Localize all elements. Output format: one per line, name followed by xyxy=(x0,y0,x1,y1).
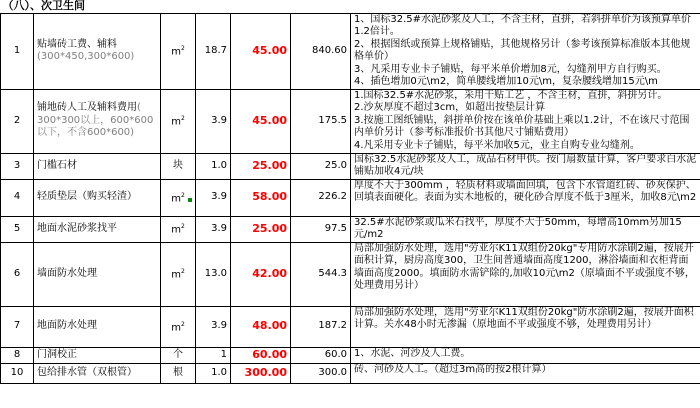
item-spec: (300*450,300*600) xyxy=(37,51,135,62)
line-total: 226.2 xyxy=(291,179,351,216)
table-row xyxy=(1,306,700,347)
unit-cell xyxy=(161,306,196,347)
unit-superscript: 2 xyxy=(180,223,185,231)
item-name: 地面水泥砂浆找平 xyxy=(37,222,117,234)
unit-cell xyxy=(161,363,196,383)
description-line: 32.5#水泥砂浆或瓜米石找平，厚度不大于50mm，每增高10mm另加15元/m2 xyxy=(354,216,682,240)
item-name-cell xyxy=(34,179,161,216)
item-name-cell xyxy=(34,306,161,347)
description-cell xyxy=(351,306,700,347)
quantity: 3.9 xyxy=(196,216,231,242)
unit-cell xyxy=(161,347,196,363)
item-name-cell xyxy=(34,347,161,363)
table-row xyxy=(1,13,700,89)
item-name-cell xyxy=(34,242,161,306)
item-name: 贴墙砖工费、辅料 xyxy=(37,38,117,50)
unit: 块 xyxy=(173,159,183,171)
description-cell xyxy=(351,89,700,153)
unit-price: 48.00 xyxy=(231,306,291,347)
description-line: 4、插色增加0元\m2，简单腰线增加10元\m，复杂腰线增加15元\m xyxy=(354,76,658,87)
table-row xyxy=(1,179,700,216)
unit-price: 45.00 xyxy=(231,13,291,89)
table-row xyxy=(1,216,700,242)
unit-price: 25.00 xyxy=(231,153,291,179)
row-number: 5 xyxy=(1,216,34,242)
unit-superscript: 2 xyxy=(180,268,185,276)
line-total: 840.60 xyxy=(291,13,351,89)
description-cell xyxy=(351,216,700,242)
description-cell xyxy=(351,347,700,363)
row-number: 1 xyxy=(1,13,34,89)
description-cell xyxy=(351,179,700,216)
line-total: 25.0 xyxy=(291,153,351,179)
unit-cell xyxy=(161,89,196,153)
item-name-cell xyxy=(34,216,161,242)
description-line: 4.凡采用专业卡子铺贴，每平米加收5元，业主自购专业勾缝剂。 xyxy=(354,139,640,151)
description-cell xyxy=(351,153,700,179)
quantity: 3.9 xyxy=(196,89,231,153)
description-line: 1、国标32.5#水泥砂浆及人工，不含主材，直拼，若斜拼单价为该预算单价1.2倍计。 xyxy=(354,13,692,37)
description-line: 1.国标32.5#水泥砂浆，采用干贴工艺 ，不含主材，直拼，斜拼另计。 xyxy=(354,89,668,101)
item-name-cell xyxy=(34,153,161,179)
item-name: 门洞校正 xyxy=(37,348,77,360)
row-number: 2 xyxy=(1,89,34,153)
quantity: 3.9 xyxy=(196,179,231,216)
quantity: 1.0 xyxy=(196,363,231,383)
item-name: 轻质垫层（购买轻渣） xyxy=(37,191,137,203)
description-cell xyxy=(351,242,700,306)
item-name: 包给排水管（双根管） xyxy=(37,366,137,378)
line-total: 544.3 xyxy=(291,242,351,306)
cell-comment-marker xyxy=(188,198,192,202)
unit: m xyxy=(171,269,181,281)
description-line: 1、水泥、河沙及人工费。 xyxy=(354,347,471,359)
description-line: 厚度不大于300mm ，轻质材料或墙面回填，包含下水管道红砖、砂灰保护、回填表面硬化。表面为实木地板的，硬化砂合厚度不低于3厘米，加收8元\m2 xyxy=(354,179,697,203)
unit-price: 58.00 xyxy=(231,179,291,216)
unit-price: 300.00 xyxy=(231,363,291,383)
unit-price: 45.00 xyxy=(231,89,291,153)
description-line: 砖、河砂及人工。（超过3m高的按2根计算） xyxy=(354,363,552,375)
unit-superscript: 2 xyxy=(180,191,185,199)
unit: 根 xyxy=(173,366,183,378)
quantity: 18.7 xyxy=(196,13,231,89)
item-name-cell xyxy=(34,13,161,89)
unit-price: 60.00 xyxy=(231,347,291,363)
row-number: 10 xyxy=(1,363,34,383)
quantity: 1 xyxy=(196,347,231,363)
description-line: 3.按施工图纸铺贴，斜拼单价按在该单价基础上乘以1.2计，不在该尺寸范围内单价另计（参考标准报价书其他尺寸铺贴费用） xyxy=(354,114,690,138)
unit: m xyxy=(171,192,181,204)
unit-cell xyxy=(161,242,196,306)
item-name: 地面防水处理 xyxy=(37,320,97,332)
line-total: 97.5 xyxy=(291,216,351,242)
item-name-cell xyxy=(34,363,161,383)
quantity: 1.0 xyxy=(196,153,231,179)
item-name: 铺地砖人工及辅料费用 xyxy=(37,102,137,114)
description-line: 2.沙灰厚度不超过3cm，如超出按垫层计算 xyxy=(354,102,546,113)
unit-superscript: 2 xyxy=(180,45,185,53)
unit: 个 xyxy=(173,348,183,360)
line-total: 300.0 xyxy=(291,363,351,383)
section-title-row xyxy=(1,0,700,13)
description-line: 3、凡采用专业卡子铺贴，每平米单价增加8元，勾缝剂甲方自行购买。 xyxy=(354,63,667,75)
unit: m xyxy=(171,224,181,236)
table-row xyxy=(1,89,700,153)
unit-cell xyxy=(161,153,196,179)
row-number: 7 xyxy=(1,306,34,347)
row-number: 8 xyxy=(1,347,34,363)
line-total: 175.5 xyxy=(291,89,351,153)
unit: m xyxy=(171,116,181,128)
description-line: 局部加强防水处理，选用"劳亚尔K11双组份20kg"专用防水涂刷2遍，按展开面积计算，厨房高度300，卫生间普通墙面高度1200，淋浴墙面和衣柜背面墙面高度2000。填面防水需铲除的,加收10元\m2（原墙面不平或强度不够，处理费用另计） xyxy=(354,242,695,291)
unit-superscript: 2 xyxy=(180,320,185,328)
unit-superscript: 2 xyxy=(180,115,185,123)
item-name: 门槛石材 xyxy=(37,159,77,171)
row-number: 3 xyxy=(1,153,34,179)
unit-price: 25.00 xyxy=(231,216,291,242)
description-line: 2、根据图纸或预算上规格铺贴，其他规格另计（参考该预算标准版本其他规格单价） xyxy=(354,38,691,62)
unit: m xyxy=(171,321,181,333)
row-number: 6 xyxy=(1,242,34,306)
unit-price: 42.00 xyxy=(231,242,291,306)
unit-cell xyxy=(161,13,196,89)
unit: m xyxy=(171,46,181,58)
quantity: 3.9 xyxy=(196,306,231,347)
item-name-cell xyxy=(34,89,161,153)
quantity: 13.0 xyxy=(196,242,231,306)
line-total: 187.2 xyxy=(291,306,351,347)
description-line: 局部加强防水处理，选用"劳亚尔K11双组份20kg"防水涂刷2遍，按展开面积计算。关水48小时无渗漏（原地面不平或强度不够，处理费用另计） xyxy=(354,306,694,330)
item-spec: ( 300*300以上，600*600以下，不含600*600) xyxy=(37,102,154,139)
unit-cell xyxy=(161,216,196,242)
item-name: 墙面防水处理 xyxy=(37,267,97,279)
row-number: 4 xyxy=(1,179,34,216)
line-total: 60.0 xyxy=(291,347,351,363)
table-row xyxy=(1,363,700,383)
description-line: 国标32.5水泥砂浆及人工，成品石材甲供。按门扇数量计算，客户要求白水泥铺贴加收4元/块 xyxy=(354,153,697,177)
section-title: （八）、次卫生间 xyxy=(1,0,700,13)
description-cell xyxy=(351,363,700,383)
table-row xyxy=(1,153,700,179)
table-row xyxy=(1,347,700,363)
description-cell xyxy=(351,13,700,89)
table-row xyxy=(1,242,700,306)
